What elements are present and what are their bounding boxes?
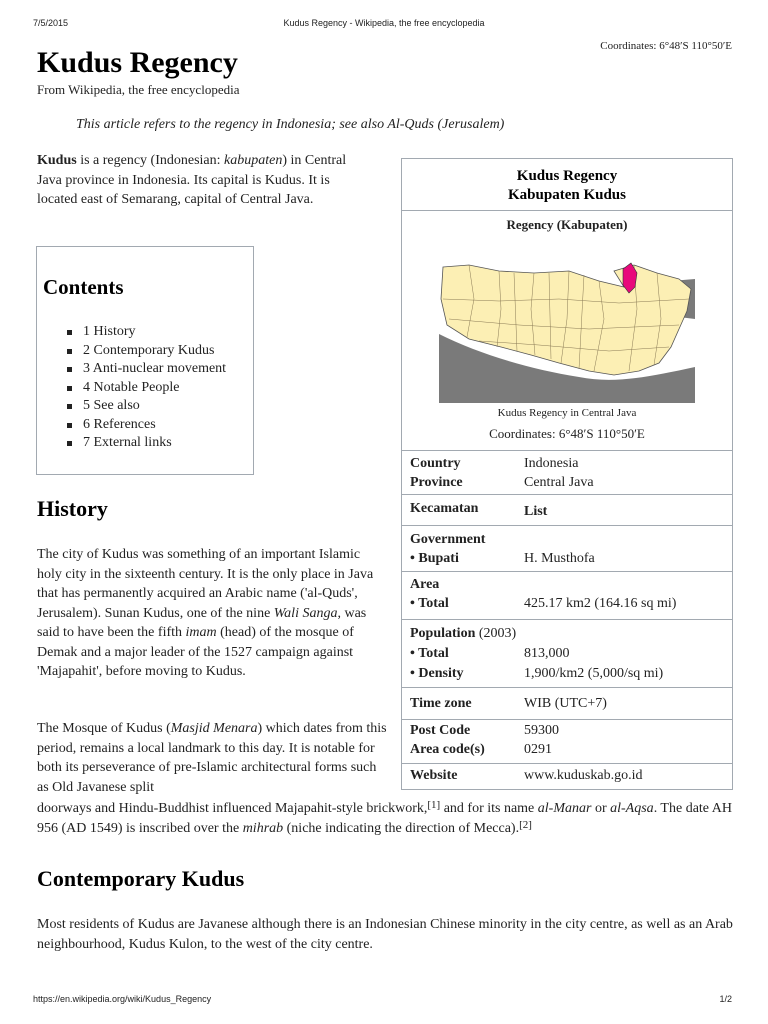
bupati-value: H. Musthofa <box>524 551 595 566</box>
contemporary-heading: Contemporary Kudus <box>37 866 245 891</box>
link-mihrab[interactable]: mihrab <box>242 820 284 836</box>
government-label: Government <box>410 532 486 547</box>
history-p2-text-4: and for its name <box>440 801 538 816</box>
reference-2-link[interactable]: [2] <box>519 818 532 831</box>
infobox-separator <box>402 571 732 572</box>
population-label <box>410 626 516 642</box>
infobox-coordinates[interactable]: Coordinates: 6°48′S 110°50′E <box>489 426 645 441</box>
history-p1-text-2: , was said to have been the fifth <box>37 605 367 640</box>
print-url: https://en.wikipedia.org/wiki/Kudus_Regency <box>33 994 212 1004</box>
website-label: Website <box>410 768 458 783</box>
history-p1-text-1: The city of Kudus was something of an important Islamic holy city in the sixteenth century. It is the only place in Java that has permanently acquired an Arabic name ('al-Quds', Jerusalem). Sunan Kudus, one of the nine <box>37 547 374 621</box>
history-p2-italic-masjid: Masjid Menara <box>170 721 258 736</box>
coordinates-top[interactable]: Coordinates: 6°48′S 110°50′E <box>600 40 732 52</box>
infobox-separator <box>402 450 732 451</box>
reference-1-link[interactable]: [1] <box>427 799 441 811</box>
timezone-value[interactable]: WIB (UTC+7) <box>524 696 607 711</box>
density-value: 1,900/km2 (5,000/sq mi) <box>524 666 664 681</box>
province-label: Province <box>410 475 463 490</box>
toc-item-references[interactable]: 6 References <box>67 416 226 435</box>
kecamatan-label: Kecamatan <box>410 501 479 516</box>
population-total-label: • Total <box>410 646 449 661</box>
area-label: Area <box>410 577 440 592</box>
history-paragraph-1 <box>37 545 387 682</box>
toc-list <box>67 323 226 453</box>
history-p2-text-5: or <box>591 801 611 816</box>
history-p2-text-2: ) which dates from this period, remains a local landmark to this day. It is notable for both its perseverance of pre-Islamic architectural forms such as Old Javanese split <box>37 721 387 795</box>
history-p2-italic-al-aqsa: al-Aqsa <box>610 801 654 816</box>
density-label: • Density <box>410 666 464 681</box>
population-label-text: Population <box>410 626 476 641</box>
population-year: (2003) <box>475 626 517 641</box>
province-value[interactable]: Central Java <box>524 475 594 490</box>
infobox-separator <box>402 719 732 720</box>
map-caption: Kudus Regency in Central Java <box>497 407 637 419</box>
infobox-separator <box>402 525 732 526</box>
toc-item-external-links[interactable]: 7 External links <box>67 434 226 453</box>
history-p2-text-3: doorways and Hindu-Buddhist influenced Majapahit-style brickwork, <box>37 801 428 816</box>
areacode-value: 0291 <box>524 742 552 757</box>
contemporary-paragraph: Most residents of Kudus are Javanese although there is an Indonesian Chinese minority in the city centre, as well as an Arab neighbourhood, Kudus Kulon, to the west of the city centre. <box>37 917 733 952</box>
history-p2-text-7: (niche indicating the direction of Mecca). <box>283 820 520 836</box>
lead-bold: Kudus <box>37 153 77 168</box>
area-total-value: 425.17 km2 (164.16 sq mi) <box>524 596 677 611</box>
country-label: Country <box>410 456 461 471</box>
area-total-label: • Total <box>410 596 449 611</box>
lead-text-2: ) in Central Java province in Indonesia. Its capital is Kudus. It is located east of Semarang, capital of Central Java. <box>37 153 347 207</box>
tagline: From Wikipedia, the free encyclopedia <box>37 82 240 97</box>
areacode-label: Area code(s) <box>410 742 485 757</box>
history-p1-italic-imam: imam <box>185 625 217 640</box>
infobox-separator <box>402 687 732 688</box>
history-paragraph-2 <box>37 719 387 797</box>
toc-item-anti-nuclear[interactable]: 3 Anti-nuclear movement <box>67 360 226 379</box>
infobox-title-line-1: Kudus Regency <box>516 168 618 184</box>
lead-text-1: is a regency (Indonesian: <box>76 153 225 168</box>
toc-item-notable-people[interactable]: 4 Notable People <box>67 379 226 398</box>
print-page-title: Kudus Regency - Wikipedia, the free encyclopedia <box>283 18 485 28</box>
print-date: 7/5/2015 <box>33 18 69 28</box>
history-heading: History <box>37 496 108 521</box>
hatnote: This article refers to the regency in Indonesia; see also Al-Quds (Jerusalem) <box>76 117 505 132</box>
lead-italic: kabupaten <box>224 153 283 168</box>
infobox-separator <box>402 619 732 620</box>
kecamatan-list-toggle[interactable]: List <box>524 504 548 519</box>
history-p2-text-6: . The date AH 956 (AD 1549) is inscribed over the <box>37 801 732 836</box>
page-title: Kudus Regency <box>37 46 238 79</box>
timezone-label: Time zone <box>410 696 472 711</box>
infobox-title <box>402 167 732 205</box>
history-p2-text-1: The Mosque of Kudus ( <box>37 721 171 736</box>
postcode-value: 59300 <box>524 723 559 738</box>
history-p2-italic-al-manar: al-Manar <box>537 801 592 816</box>
infobox-separator <box>402 494 732 495</box>
toc-item-contemporary[interactable]: 2 Contemporary Kudus <box>67 342 226 361</box>
toc-item-history[interactable]: 1 History <box>67 323 226 342</box>
history-paragraph-2-continued <box>37 799 737 838</box>
toc-title: Contents <box>43 275 124 299</box>
lead-paragraph <box>37 151 357 210</box>
population-total-value: 813,000 <box>524 646 570 661</box>
infobox-title-line-2: Kabupaten Kudus <box>508 187 626 203</box>
link-wali-sanga[interactable]: Wali Sanga <box>273 605 338 621</box>
infobox <box>401 158 733 790</box>
infobox-separator <box>402 210 732 211</box>
bupati-label: • Bupati <box>410 551 459 566</box>
country-value[interactable]: Indonesia <box>524 456 579 471</box>
history-p1-text-3: (head) of the mosque of Demak and a major leader of the 1527 campaign against 'Majapahit', before moving to Kudus. <box>37 625 354 679</box>
toc-item-see-also[interactable]: 5 See also <box>67 397 226 416</box>
postcode-label: Post Code <box>410 723 471 738</box>
infobox-type: Regency (Kabupaten) <box>506 217 628 232</box>
website-link[interactable]: www.kuduskab.go.id <box>524 768 643 783</box>
location-map[interactable] <box>439 259 695 403</box>
print-page-number: 1/2 <box>719 994 732 1004</box>
infobox-separator <box>402 763 732 764</box>
table-of-contents <box>36 246 254 475</box>
